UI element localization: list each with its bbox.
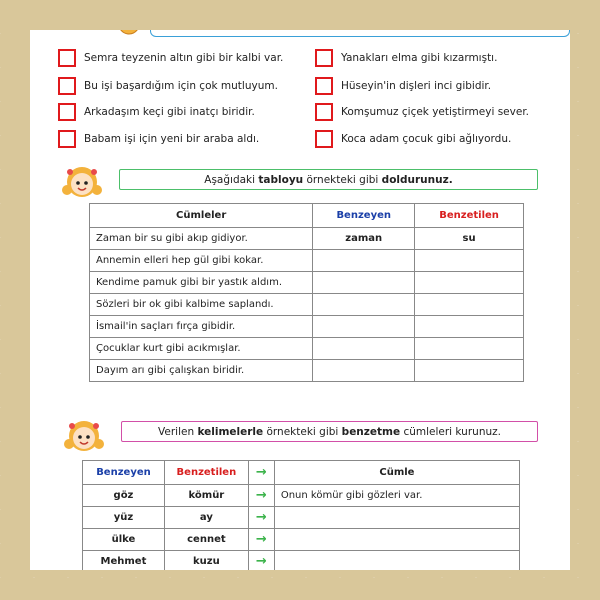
- right-arrow-icon: →: [248, 485, 274, 507]
- benzeyen-cell: ülke: [83, 529, 165, 551]
- sentence-cell: Zaman bir su gibi akıp gidiyor.: [90, 228, 313, 250]
- simile-sentence-table: [82, 460, 520, 570]
- table-row: [90, 294, 524, 316]
- table-row: [90, 272, 524, 294]
- sentence-cell: Annemin elleri hep gül gibi kokar.: [90, 250, 313, 272]
- benzeyen-cell[interactable]: [313, 360, 415, 382]
- checkbox-row[interactable]: [58, 128, 259, 150]
- table-row: [83, 507, 520, 529]
- instruction-text: Aşağıdaki tabloyu örnekteki gibi doldurunuz.: [204, 173, 453, 186]
- table-row: [90, 228, 524, 250]
- sentence-text: Bu işi başardığım için çok mutluyum.: [84, 80, 278, 92]
- right-arrow-icon: →: [248, 551, 274, 571]
- girl-face-icon: [62, 412, 106, 456]
- sentence-cell: İsmail'in saçları fırça gibidir.: [90, 316, 313, 338]
- benzeyen-cell[interactable]: zaman: [313, 228, 415, 250]
- benzetilen-cell: kuzu: [164, 551, 248, 571]
- benzetilen-cell[interactable]: [415, 360, 524, 382]
- benzetilen-cell: kömür: [164, 485, 248, 507]
- benzeyen-cell[interactable]: [313, 316, 415, 338]
- right-arrow-icon: →: [248, 461, 274, 485]
- right-arrow-icon: →: [248, 529, 274, 551]
- column-header: Cümleler: [90, 204, 313, 228]
- benzeyen-cell: göz: [83, 485, 165, 507]
- sentence-cell: Sözleri bir ok gibi kalbime saplandı.: [90, 294, 313, 316]
- table-row: [90, 316, 524, 338]
- checkbox-row[interactable]: [315, 128, 511, 150]
- checkbox[interactable]: [315, 77, 333, 95]
- checkbox[interactable]: [58, 77, 76, 95]
- benzeyen-cell[interactable]: [313, 272, 415, 294]
- checkbox-row[interactable]: [315, 75, 491, 97]
- sentence-cell[interactable]: Onun kömür gibi gözleri var.: [274, 485, 519, 507]
- benzeyen-cell[interactable]: [313, 294, 415, 316]
- benzeyen-cell[interactable]: [313, 250, 415, 272]
- table-row: [83, 529, 520, 551]
- checkbox-row[interactable]: [58, 47, 283, 69]
- column-header: Benzetilen: [164, 461, 248, 485]
- column-header: Benzetilen: [415, 204, 524, 228]
- instruction-bubble: [119, 169, 538, 190]
- sentence-cell[interactable]: [274, 507, 519, 529]
- benzetilen-cell[interactable]: su: [415, 228, 524, 250]
- sentence-cell[interactable]: [274, 551, 519, 571]
- girl-face-icon: [114, 30, 144, 38]
- benzetilen-cell[interactable]: [415, 316, 524, 338]
- checkbox-row[interactable]: [315, 47, 497, 69]
- simile-analysis-table: [89, 203, 524, 382]
- benzetilen-cell[interactable]: [415, 294, 524, 316]
- benzetilen-cell[interactable]: [415, 250, 524, 272]
- benzetilen-cell: cennet: [164, 529, 248, 551]
- checkbox[interactable]: [58, 130, 76, 148]
- benzeyen-cell[interactable]: [313, 338, 415, 360]
- checkbox[interactable]: [315, 103, 333, 121]
- sentence-text: Semra teyzenin altın gibi bir kalbi var.: [84, 52, 284, 64]
- sentence-text: Yanakları elma gibi kızarmıştı.: [341, 52, 498, 64]
- instruction-text: Verilen kelimelerle örnekteki gibi benzetme cümleleri kurunuz.: [158, 425, 501, 438]
- table-row: [83, 485, 520, 507]
- table-row: [83, 551, 520, 571]
- table-row: [90, 338, 524, 360]
- benzetilen-cell: ay: [164, 507, 248, 529]
- sentence-cell[interactable]: [274, 529, 519, 551]
- checkbox[interactable]: [58, 49, 76, 67]
- sentence-text: Koca adam çocuk gibi ağlıyordu.: [341, 133, 512, 145]
- benzeyen-cell: Mehmet: [83, 551, 165, 571]
- table-row: [90, 360, 524, 382]
- checkbox[interactable]: [315, 130, 333, 148]
- sentence-cell: Çocuklar kurt gibi acıkmışlar.: [90, 338, 313, 360]
- column-header: Cümle: [274, 461, 519, 485]
- girl-face-icon: [60, 158, 104, 202]
- checkbox-row[interactable]: [58, 75, 278, 97]
- column-header: Benzeyen: [83, 461, 165, 485]
- sentence-cell: Kendime pamuk gibi bir yastık aldım.: [90, 272, 313, 294]
- sentence-text: Babam işi için yeni bir araba aldı.: [84, 133, 260, 145]
- benzetilen-cell[interactable]: [415, 272, 524, 294]
- header-bubble-partial: [150, 30, 570, 37]
- sentence-text: Hüseyin'in dişleri inci gibidir.: [341, 80, 492, 92]
- checkbox[interactable]: [315, 49, 333, 67]
- checkbox[interactable]: [58, 103, 76, 121]
- column-header: Benzeyen: [313, 204, 415, 228]
- sentence-text: Komşumuz çiçek yetiştirmeyi sever.: [341, 106, 530, 118]
- sentence-cell: Dayım arı gibi çalışkan biridir.: [90, 360, 313, 382]
- right-arrow-icon: →: [248, 507, 274, 529]
- instruction-bubble: [121, 421, 538, 442]
- checkbox-row[interactable]: [58, 101, 255, 123]
- worksheet-page: [30, 30, 570, 570]
- table-row: [90, 250, 524, 272]
- benzetilen-cell[interactable]: [415, 338, 524, 360]
- benzeyen-cell: yüz: [83, 507, 165, 529]
- checkbox-row[interactable]: [315, 101, 529, 123]
- sentence-text: Arkadaşım keçi gibi inatçı biridir.: [84, 106, 255, 118]
